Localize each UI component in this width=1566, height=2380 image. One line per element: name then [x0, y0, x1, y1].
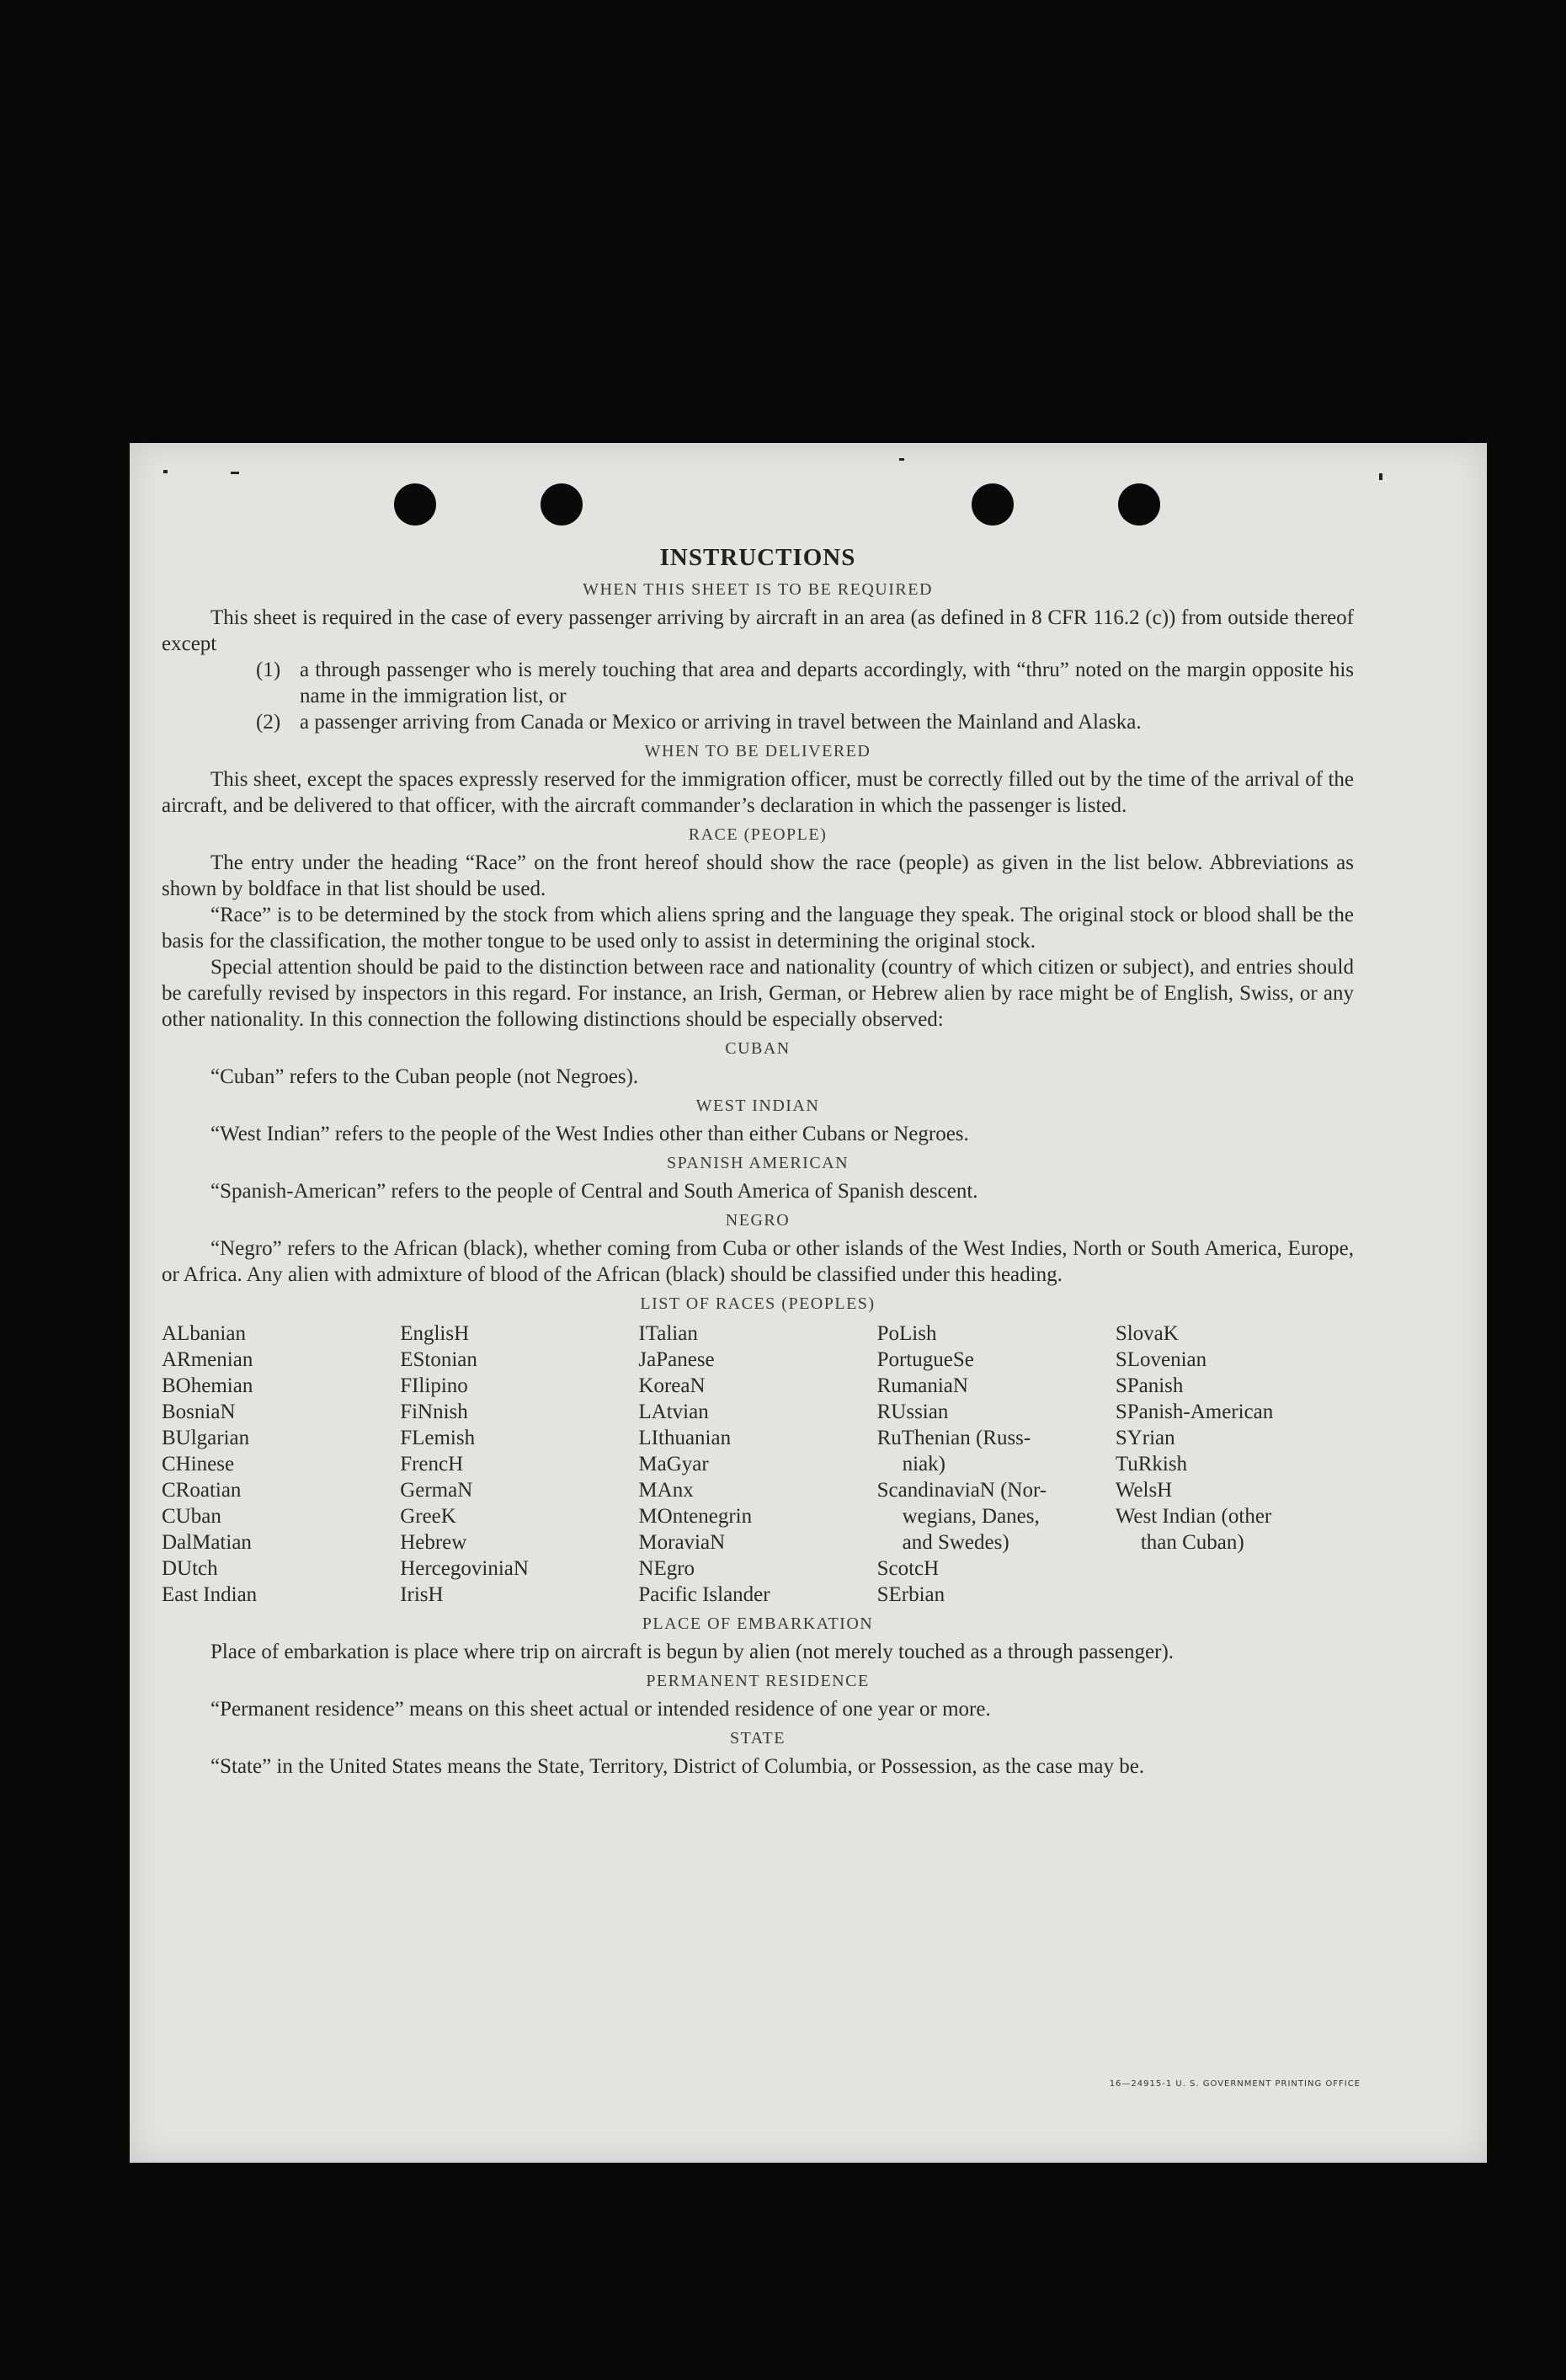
section-heading: RACE (PEOPLE): [688, 825, 828, 844]
race-entry: FrencH: [400, 1453, 464, 1475]
race-entry: BosniaN: [162, 1401, 236, 1423]
race-entry: TuRkish: [1115, 1453, 1188, 1475]
race-entry: West Indian (other: [1115, 1505, 1272, 1528]
paragraph: “Spanish-American” refers to the people of Central and South America of Spanish descent.: [210, 1180, 978, 1203]
race-entry: SLovenian: [1115, 1348, 1207, 1371]
ink-speck: [1379, 473, 1382, 480]
race-entry: SlovaK: [1115, 1322, 1179, 1345]
race-entry: MAnx: [638, 1479, 694, 1502]
race-entry: RUssian: [876, 1401, 949, 1423]
race-column: [1116, 1321, 1354, 1608]
race-entry: NEgro: [638, 1557, 695, 1580]
race-entry: EnglisH: [400, 1322, 470, 1345]
punch-hole: [1118, 483, 1160, 526]
race-entry: and Swedes): [902, 1531, 1009, 1554]
race-entry: DalMatian: [162, 1531, 252, 1554]
instruction-sheet: [130, 443, 1487, 2163]
race-entry: MOntenegrin: [638, 1505, 753, 1528]
paragraph: “West Indian” refers to the people of the West Indies other than either Cubans or Negroes.: [210, 1123, 969, 1145]
race-entry: FLemish: [400, 1427, 476, 1449]
list-item: [256, 709, 1354, 735]
ink-speck: [163, 470, 168, 473]
race-entry: CRoatian: [162, 1479, 242, 1502]
paragraph: This sheet is required in the case of every passenger arriving by aircraft in an area (as defined in 8 CFR 116.2 (c)) from outside thereof except: [162, 606, 1354, 655]
punch-hole: [394, 483, 436, 526]
race-entry: SPanish-American: [1115, 1401, 1274, 1423]
race-column: [877, 1321, 1116, 1608]
ink-speck: [899, 458, 904, 461]
race-entry: MaGyar: [638, 1453, 709, 1475]
section-heading: WHEN TO BE DELIVERED: [644, 742, 871, 760]
race-entry: PortugueSe: [876, 1348, 974, 1371]
section-heading: CUBAN: [725, 1039, 791, 1058]
race-entry: JaPanese: [638, 1348, 715, 1371]
race-entry: HercegoviniaN: [400, 1557, 529, 1580]
race-column: [638, 1321, 876, 1608]
race-entry: FiNnish: [400, 1401, 468, 1423]
section-heading: SPANISH AMERICAN: [666, 1154, 850, 1172]
section-heading: LIST OF RACES (PEOPLES): [640, 1294, 876, 1313]
section-heading: WHEN THIS SHEET IS TO BE REQUIRED: [583, 580, 933, 599]
race-entry: ITalian: [638, 1322, 698, 1345]
race-entry: ALbanian: [162, 1322, 246, 1345]
paragraph: Special attention should be paid to the distinction between race and nationality (country of which citizen or subject), and entries should be carefully revised by inspectors in this regard. For instance, an Irish, German, or Hebrew alien by race might be of English, Swiss, or any other nationality. In this connection the following distinctions should be especially observed:: [162, 956, 1354, 1031]
race-column: [162, 1321, 400, 1608]
race-entry: IrisH: [400, 1583, 444, 1606]
section-heading: WEST INDIAN: [695, 1097, 820, 1115]
list-item: [256, 657, 1354, 709]
race-entry: CUban: [162, 1505, 221, 1528]
race-entry: KoreaN: [638, 1374, 706, 1397]
paragraph: “Negro” refers to the African (black), whether coming from Cuba or other islands of the West Indies, North or South America, Europe, or Africa. Any alien with admixture of blood of the African (black) should be classified under this heading.: [162, 1237, 1354, 1286]
race-entry: SPanish: [1115, 1374, 1184, 1397]
section-heading: PERMANENT RESIDENCE: [646, 1672, 870, 1690]
paragraph: “Race” is to be determined by the stock from which aliens spring and the language they speak. The original stock or blood shall be the basis for the classification, the mother tongue to be used only to assist in determining the original stock.: [162, 904, 1354, 953]
race-entry: MoraviaN: [638, 1531, 726, 1554]
race-entry: than Cuban): [1140, 1531, 1244, 1554]
race-entry: GreeK: [400, 1505, 456, 1528]
race-entry: LIthuanian: [638, 1427, 732, 1449]
race-entry: WelsH: [1115, 1479, 1173, 1502]
race-entry: FIlipino: [400, 1374, 468, 1397]
race-entry: BUlgarian: [162, 1427, 250, 1449]
section-heading: NEGRO: [725, 1211, 791, 1230]
race-entry: ScotcH: [876, 1557, 940, 1580]
race-entry: DUtch: [162, 1557, 218, 1580]
race-entry: GermaN: [400, 1479, 473, 1502]
race-column: [400, 1321, 638, 1608]
item-number: (1): [256, 659, 281, 681]
punch-hole: [541, 483, 583, 526]
race-entry: wegians, Danes,: [902, 1505, 1040, 1528]
race-entry: ARmenian: [162, 1348, 253, 1371]
paragraph: This sheet, except the spaces expressly reserved for the immigration officer, must be correctly filled out by the time of the arrival of the aircraft, and be delivered to that officer, with the aircraft commander’s declaration in which the passenger is listed.: [162, 768, 1354, 817]
paragraph: The entry under the heading “Race” on the front hereof should show the race (people) as given in the list below. Abbreviations as shown by boldface in that list should be used.: [162, 851, 1354, 900]
race-entry: ScandinaviaN (Nor-: [876, 1479, 1047, 1502]
paragraph: “Permanent residence” means on this sheet actual or intended residence of one year or more.: [210, 1698, 991, 1721]
race-entry: East Indian: [162, 1583, 258, 1606]
item-number: (2): [256, 711, 281, 734]
race-entry: BOhemian: [162, 1374, 253, 1397]
ink-speck: [231, 472, 239, 474]
race-entry: EStonian: [400, 1348, 477, 1371]
race-entry: niak): [902, 1453, 945, 1475]
section-heading: STATE: [730, 1729, 786, 1748]
race-entry: RuThenian (Russ-: [876, 1427, 1031, 1449]
print-code: 16—24915-1 U. S. GOVERNMENT PRINTING OFFICE: [1109, 2079, 1361, 2089]
paragraph: “State” in the United States means the State, Territory, District of Columbia, or Possession, as the case may be.: [210, 1755, 1145, 1778]
race-entry: LAtvian: [638, 1401, 709, 1423]
paragraph: Place of embarkation is place where trip on aircraft is begun by alien (not merely touched as a through passenger).: [210, 1641, 1174, 1663]
document-body: [162, 544, 1354, 1780]
race-entry: Pacific Islander: [638, 1583, 770, 1606]
item-text: a through passenger who is merely touching that area and departs accordingly, with “thru” noted on the margin opposite his name in the immigration list, or: [300, 659, 1354, 707]
page-title: INSTRUCTIONS: [659, 544, 856, 571]
item-text: a passenger arriving from Canada or Mexico or arriving in travel between the Mainland and Alaska.: [300, 711, 1142, 734]
race-list: [162, 1321, 1354, 1608]
race-entry: RumaniaN: [876, 1374, 968, 1397]
race-entry: CHinese: [162, 1453, 235, 1475]
race-entry: PoLish: [876, 1322, 937, 1345]
paragraph: “Cuban” refers to the Cuban people (not Negroes).: [210, 1065, 639, 1088]
race-entry: SYrian: [1115, 1427, 1175, 1449]
race-entry: SErbian: [876, 1583, 945, 1606]
race-entry: Hebrew: [400, 1531, 467, 1554]
punch-hole: [972, 483, 1014, 526]
section-heading: PLACE OF EMBARKATION: [642, 1614, 874, 1633]
